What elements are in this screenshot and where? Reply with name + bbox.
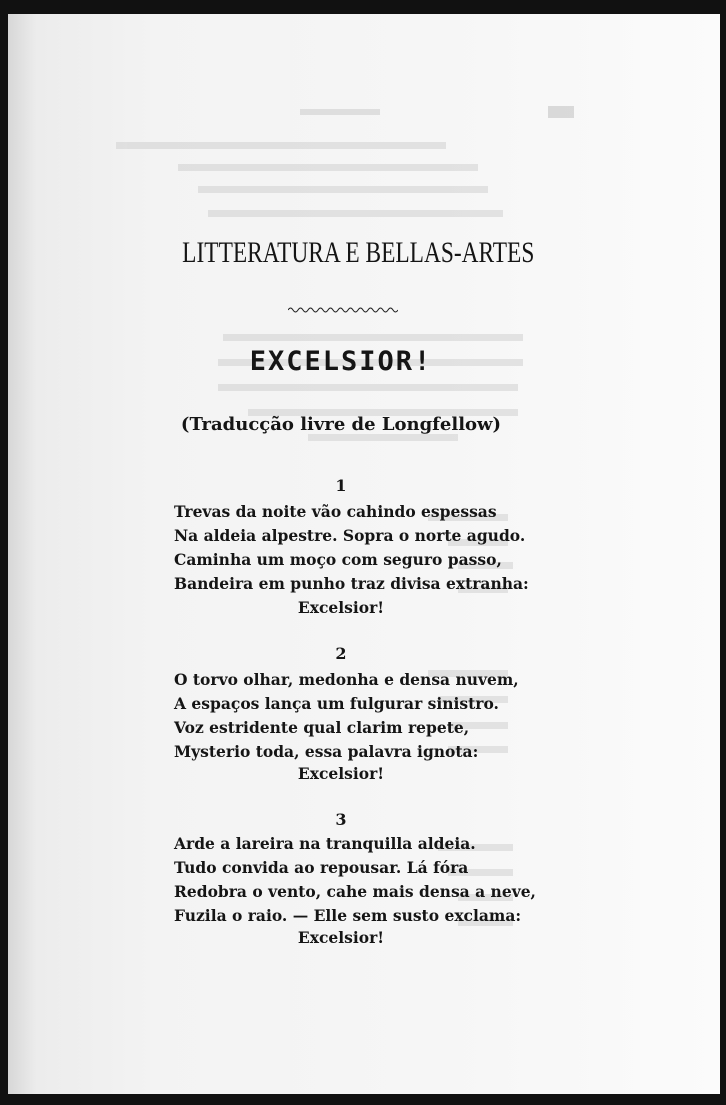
stanza-number: 3: [335, 810, 347, 829]
verse-line: Arde a lareira na tranquilla aldeia.: [174, 834, 476, 853]
refrain: Excelsior!: [297, 764, 385, 783]
stanza-number: 2: [335, 644, 347, 663]
verse-line: Trevas da noite vão cahindo espessas: [174, 502, 497, 521]
poem-subtitle: (Traducção livre de Longfellow): [180, 414, 502, 435]
verse-line: Na aldeia alpestre. Sopra o norte agudo.: [174, 526, 526, 545]
verse-line: Tudo convida ao repousar. Lá fóra: [174, 858, 469, 877]
verse-line: O torvo olhar, medonha e densa nuvem,: [174, 670, 519, 689]
verse-line: A espaços lança um fulgurar sinistro.: [174, 694, 499, 713]
stanza-1: [174, 500, 529, 596]
verse-line: Redobra o vento, cahe mais densa a neve,: [174, 882, 536, 901]
refrain: Excelsior!: [297, 598, 385, 617]
verse-line: Fuzila o raio. — Elle sem susto exclama:: [174, 906, 522, 925]
ornamental-rule: [288, 306, 398, 314]
verse-line: Bandeira em punho traz divisa extranha:: [174, 574, 529, 593]
verse-line: Mysterio toda, essa palavra ignota:: [174, 742, 479, 761]
page-frame: [8, 14, 720, 1094]
refrain: Excelsior!: [297, 928, 385, 947]
poem-title: EXCELSIOR!: [249, 346, 433, 377]
section-title: LITTERATURA E BELLAS-ARTES: [182, 236, 535, 269]
stanza-number: 1: [335, 476, 347, 495]
verse-line: Voz estridente qual clarim repete,: [174, 718, 470, 737]
stanza-2: [174, 668, 519, 764]
verse-line: Caminha um moço com seguro passo,: [174, 550, 502, 569]
stanza-3: [174, 832, 536, 928]
